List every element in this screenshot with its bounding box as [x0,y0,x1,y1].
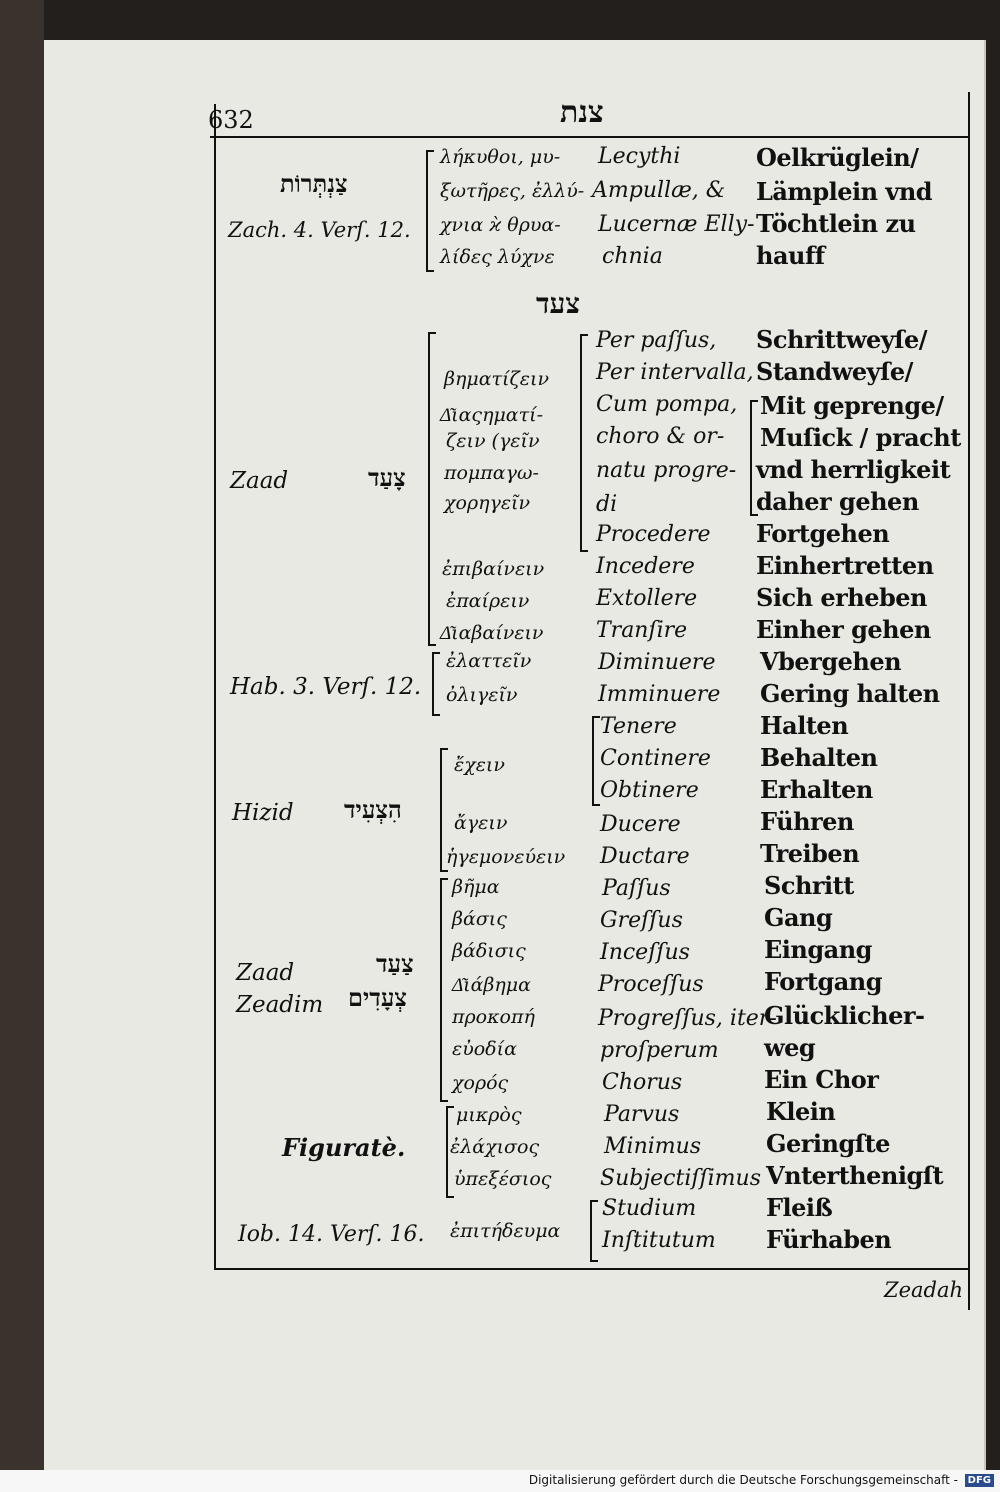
latin-term: Inſtitutum [602,1228,716,1253]
greek-term: ἡγεμονεύειν [446,846,566,868]
brace [580,334,588,552]
page-number: 632 [208,106,254,134]
greek-term: ἔχειν [454,754,505,776]
greek-term: εὐοδία [452,1038,517,1060]
latin-term: Ampullæ, & [592,178,726,203]
latin-term: natu progre- [596,458,737,483]
scripture-reference: Iob. 14. Verſ. 16. [238,1222,425,1247]
greek-term: Δ͂ιαςηματί- [440,404,544,426]
german-term: Einher gehen [756,615,931,644]
greek-term: Δ͂ιάβημα [452,974,531,996]
latin-term: Ductare [600,844,690,869]
hebrew-headword: צַעַד [376,949,414,978]
german-term: Erhalten [760,775,873,804]
greek-term: ὑπεξέσιος [454,1168,552,1190]
header-rule [210,136,970,138]
german-term: Eingang [764,935,872,964]
latin-term: Per intervalla, [596,360,754,385]
dfg-logo: DFG [965,1474,994,1487]
greek-term: μικρὸς [456,1104,522,1126]
latin-term: Cum pompa, [596,392,738,417]
german-term: Schrittweyſe/ [756,325,928,354]
greek-term: ἄγειν [454,812,508,834]
latin-term: choro & or- [596,424,725,449]
greek-term: ὀλιγεῖν [446,684,518,706]
greek-term: χορηγεῖν [444,492,531,514]
latin-term: Minimus [604,1134,702,1159]
german-term: Glücklicher- [764,1001,925,1030]
column-rule-right [968,92,970,1310]
german-term: Schritt [764,871,854,900]
latin-term: Parvus [604,1102,680,1127]
latin-term: Continere [600,746,711,771]
greek-term: ζειν (γεῖν [446,430,540,452]
german-term: Fürhaben [766,1225,892,1254]
greek-term: βάσις [452,908,507,930]
greek-term: προκοπή [452,1006,535,1028]
latin-term: Greſſus [600,908,683,933]
german-term: Führen [760,807,854,836]
latin-term: di [596,492,618,517]
german-term: vnd herrligkeit [756,455,951,484]
brace [428,332,436,646]
footer-rule [214,1268,970,1270]
latin-term: Tenere [600,714,677,739]
german-term: Vbergehen [760,647,902,676]
transliteration: Zeadim [236,992,324,1018]
greek-term: ἐλάχισος [450,1136,540,1158]
german-term: Fortgehen [756,519,890,548]
german-term: weg [764,1033,816,1062]
hebrew-headword: צָעַד [368,463,406,492]
footer-credit: Digitalisierung gefördert durch die Deutsche Forschungsgemeinschaft - [528,1473,958,1487]
greek-term: βῆμα [452,876,500,898]
brace [426,150,434,272]
brace [432,652,440,716]
greek-term: βάδισις [452,940,526,962]
german-term: Standweyſe/ [756,357,913,386]
book-spine [0,0,44,1470]
german-term: Ein Chor [764,1065,879,1094]
latin-term: Lucernæ Elly- [598,212,755,237]
latin-term: Chorus [602,1070,683,1095]
running-head: צנת [560,95,604,130]
latin-term: Lecythi [598,144,681,169]
greek-term: Δ͂ιαβαίνειν [440,622,544,644]
greek-term: χορός [452,1072,509,1094]
german-term: daher gehen [756,487,919,516]
latin-term: Tranſire [596,618,688,643]
scripture-reference: Zach. 4. Verſ. 12. [228,218,411,242]
german-term: Geringſte [766,1129,890,1158]
hebrew-headword: הִצְעִיד [344,795,402,824]
greek-term: λίδες λύχνε [440,246,555,268]
greek-term: ξωτῆρες, ἐλλύ- [440,180,585,202]
german-term: Mit geprenge/ [760,391,944,420]
german-term: hauff [756,241,825,270]
german-term: Gang [764,903,833,932]
latin-term: Inceſſus [600,940,690,965]
latin-term: Incedere [596,554,695,579]
german-term: Halten [760,711,849,740]
german-term: Oelkrüglein/ [756,143,919,172]
hebrew-headword: צַנְתְּרוֹת [280,169,348,198]
greek-term: λήκυθοι, μυ- [440,146,561,168]
greek-term: πομπαγω- [444,462,539,484]
latin-term: Ducere [600,812,681,837]
german-term: Lämplein vnd [756,177,933,206]
greek-term: ἐπιβαίνειν [442,558,545,580]
latin-term: Proceſſus [598,972,704,997]
scripture-reference: Hab. 3. Verſ. 12. [230,674,422,700]
greek-term: βηματίζειν [444,368,550,390]
latin-term: Per paſſus, [596,328,717,353]
brace [590,1200,598,1262]
digitization-footer [0,1470,1000,1492]
section-heading: צעד [536,287,580,320]
german-term: Muſick / pracht [760,423,961,452]
latin-term: Subjectiſſimus [600,1166,762,1191]
transliteration: Zaad [230,468,289,494]
transliteration: Hizid [232,800,294,826]
german-term: Fortgang [764,967,883,996]
latin-term: Paſſus [602,876,671,901]
latin-term: chnia [602,244,663,269]
german-term: Sich erheben [756,583,927,612]
latin-term: Diminuere [598,650,716,675]
german-term: Treiben [760,839,860,868]
german-term: Klein [766,1097,836,1126]
brace [592,716,600,806]
german-term: Behalten [760,743,878,772]
hebrew-headword: צְעָדִים [348,983,407,1012]
greek-term: ἐπαίρειν [446,590,530,612]
german-term: Vnterthenigſt [766,1161,944,1190]
figurate-label: Figuratè. [282,1133,406,1162]
german-term: Gering halten [760,679,940,708]
greek-term: χνια ϰ̀ θρυα- [440,214,561,236]
transliteration: Zaad [236,960,295,986]
latin-term: Procedere [596,522,711,547]
column-rule-left [214,104,216,1270]
latin-term: Imminuere [598,682,721,707]
german-term: Fleiß [766,1193,833,1222]
latin-term: Obtinere [600,778,699,803]
latin-term: Extollere [596,586,698,611]
catchword: Zeadah [884,1278,964,1302]
brace [440,878,448,1102]
greek-term: ἐπιτήδευμα [450,1220,561,1242]
greek-term: ἐλαττεῖν [446,650,532,672]
german-term: Töchtlein zu [756,209,916,238]
latin-term: proſperum [600,1038,719,1063]
latin-term: Studium [602,1196,697,1221]
latin-term: Progreſſus, iter- [598,1006,777,1031]
german-term: Einhertretten [756,551,934,580]
